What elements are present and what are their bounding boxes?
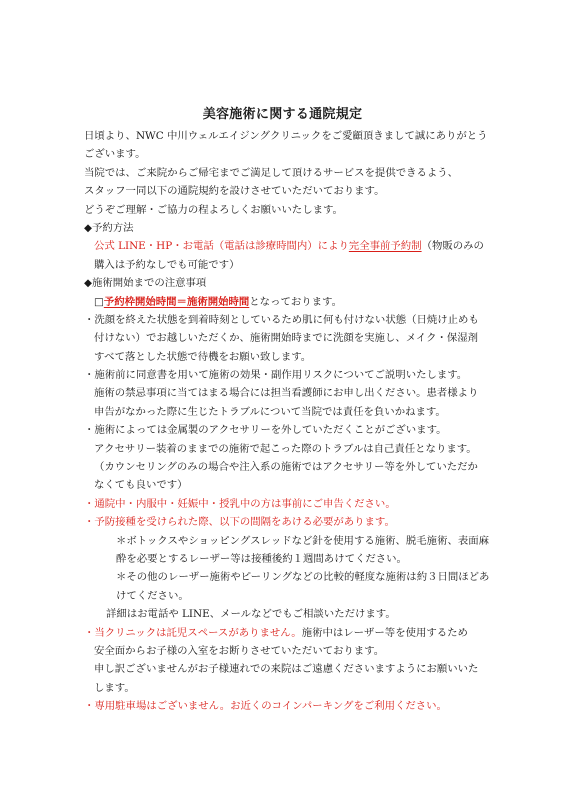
note-line: ・施術によっては金属製のアクセサリーを外していただくことがございます。 [84, 424, 447, 437]
note-line: けてください。 [116, 589, 189, 602]
note-line: アクセサリー装着のままでの施術で起こった際のトラブルは自己責任となります。 [94, 442, 477, 455]
reservation-line: 購入は予約なしでも可能です） [94, 258, 240, 271]
note-line: 詳細はお電話や LINE、メールなどでもご相談いただけます。 [106, 608, 396, 621]
reservation-methods: 公式 LINE・HP・お電話（電話は診療時間内）により [94, 240, 349, 253]
intro-line: 日頃より、NWC 中川ウェルエイジングクリニックをご愛顧頂きまして誠にありがとう [84, 130, 488, 142]
checkbox-glyph: □ [94, 295, 104, 308]
start-time-highlight: 予約枠開始時間＝施術開始時間 [103, 295, 250, 308]
note-line: 酔を必要とするレーザー等は接種後約１週間あけてください。 [116, 552, 407, 565]
note-line-red: ・予防接種を受けられた際、以下の間隔をあける必要があります。 [84, 516, 395, 529]
note-line: なくても良いです） [94, 479, 188, 492]
parking-note: ・専用駐車場はございません。お近くのコインパーキングをご利用ください。 [84, 700, 447, 713]
note-line [84, 624, 504, 642]
intro-line: 当院では、ご来院からご帰宅までご満足して頂けるサービスを提供できるよう、 [84, 166, 459, 179]
note-line: 施術の禁忌事項に当てはまる場合には担当看護師にお申し出ください。患者様より [94, 387, 479, 400]
start-time-tail: となっております。 [249, 295, 342, 308]
reservation-note: （物販のみの [421, 240, 484, 253]
note-line: すべて落とした状態で待機をお願い致します。 [94, 350, 312, 363]
intro-line: どうぞご理解・ご協力の程よろしくお願いいたします。 [84, 203, 343, 216]
note-line: ＊その他のレーザー施術やピーリングなどの比較的軽度な施術は約３日間ほどあ [116, 571, 490, 584]
reservation-heading: ◆予約方法 [84, 221, 134, 234]
note-line: します。 [94, 681, 135, 694]
note-line: 申し訳ございませんがお子様連れでの来院はご遠慮くださいますようにお願いいた [94, 663, 479, 676]
note-line: 安全面からお子様の入室をお断りさせていただいております。 [94, 644, 385, 657]
childcare-tail: 施術中はレーザー等を使用するため [301, 626, 468, 639]
note-line: 申告がなかった際に生じたトラブルについて当院では責任を負いかねます。 [94, 405, 446, 418]
intro-line: スタッフ一同以下の通院規約を設けさせていただいております。 [84, 185, 385, 198]
note-line: ・施術前に同意書を用いて施術の効果・副作用リスクについてご説明いたします。 [84, 369, 468, 382]
notes-heading: ◆施術開始までの注意事項 [84, 277, 207, 290]
note-line-red: ・通院中・内服中・妊娠中・授乳中の方は事前にご申告ください。 [84, 497, 396, 510]
note-line: （カウンセリングのみの場合や注入系の施術ではアクセサリー等を外していただか [94, 461, 478, 474]
reservation-required: 完全事前予約制 [348, 240, 422, 253]
intro-line: ございます。 [84, 148, 146, 161]
childcare-warning: ・当クリニックは託児スペースがありません。 [84, 626, 302, 639]
start-time-rule [84, 293, 504, 311]
page-title: 美容施術に関する通院規定 [202, 107, 363, 122]
note-line: ＊ボトックスやショッピングスレッドなど針を使用する施術、脱毛施術、表面麻 [116, 534, 490, 547]
reservation-line [84, 237, 504, 255]
note-line: 付けない）でお越しいただくか、施術開始時までに洗顔を実施し、メイク・保湿剤 [94, 332, 479, 345]
document-body [84, 127, 504, 716]
note-line: ・洗顔を終えた状態を到着時刻としているため肌に何も付けない状態（日焼け止めも [84, 313, 479, 326]
